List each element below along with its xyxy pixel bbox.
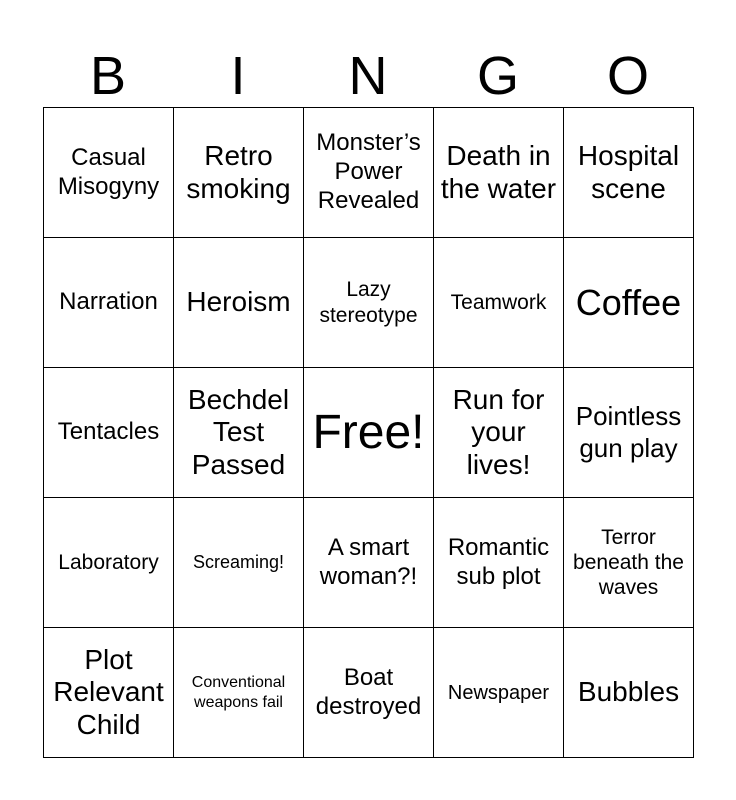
- cell-text: Bubbles: [577, 676, 680, 708]
- bingo-cell[interactable]: [174, 498, 304, 628]
- bingo-cell[interactable]: [44, 108, 174, 238]
- cell-text: Narration: [59, 288, 158, 316]
- cell-text: Teamwork: [450, 290, 547, 314]
- bingo-cell[interactable]: [174, 628, 304, 758]
- bingo-cell[interactable]: [434, 368, 564, 498]
- cell-text: Conventional weapons fail: [191, 674, 286, 711]
- cell-text: Death in the water: [440, 140, 557, 204]
- cell-text: Coffee: [575, 281, 682, 323]
- bingo-cell[interactable]: [304, 628, 434, 758]
- cell-text: Monster’s Power Revealed: [316, 129, 421, 214]
- cell-text: Screaming!: [192, 551, 285, 572]
- cell-text: Bechdel Test Passed: [187, 384, 290, 480]
- bingo-cell[interactable]: [44, 238, 174, 368]
- cell-text: Plot Relevant Child: [53, 644, 164, 740]
- cell-text: Pointless gun play: [575, 401, 682, 463]
- header-letter-g: G: [476, 46, 519, 106]
- cell-text: A smart woman?!: [319, 533, 418, 590]
- bingo-cell[interactable]: [174, 108, 304, 238]
- bingo-cell[interactable]: [44, 628, 174, 758]
- bingo-cell[interactable]: [304, 238, 434, 368]
- cell-text: Romantic sub plot: [447, 533, 550, 590]
- bingo-cell[interactable]: [564, 498, 694, 628]
- bingo-cell[interactable]: [174, 368, 304, 498]
- bingo-cell[interactable]: [44, 368, 174, 498]
- bingo-cell[interactable]: [434, 628, 564, 758]
- bingo-cell[interactable]: [434, 498, 564, 628]
- header-letter-i: I: [230, 46, 246, 106]
- header-letter-n: N: [348, 46, 388, 106]
- cell-text: Hospital scene: [577, 140, 680, 204]
- bingo-cell[interactable]: [174, 238, 304, 368]
- cell-text: Terror beneath the waves: [573, 525, 684, 600]
- header-letter-b: B: [89, 46, 127, 106]
- cell-text: Retro smoking: [186, 140, 291, 204]
- bingo-cell[interactable]: [434, 108, 564, 238]
- cell-text: Run for your lives!: [452, 384, 545, 480]
- header-letter-o: O: [606, 46, 649, 106]
- bingo-cell[interactable]: [564, 108, 694, 238]
- bingo-cell[interactable]: [44, 498, 174, 628]
- cell-text: Boat destroyed: [315, 663, 422, 720]
- cell-text: Newspaper: [447, 681, 550, 704]
- bingo-cell[interactable]: [564, 238, 694, 368]
- cell-text: Free!: [312, 405, 425, 459]
- bingo-header: [43, 40, 693, 108]
- cell-text: Heroism: [186, 286, 291, 318]
- cell-text: Casual Misogyny: [57, 143, 160, 200]
- bingo-cell-free[interactable]: [304, 368, 434, 498]
- bingo-cell[interactable]: [564, 628, 694, 758]
- bingo-cell[interactable]: [434, 238, 564, 368]
- cell-text: Lazy stereotype: [319, 278, 418, 327]
- cell-text: Tentacles: [57, 418, 160, 446]
- bingo-cell[interactable]: [304, 498, 434, 628]
- bingo-board: [43, 107, 694, 758]
- cell-text: Laboratory: [58, 550, 159, 574]
- bingo-cell[interactable]: [564, 368, 694, 498]
- bingo-cell[interactable]: [304, 108, 434, 238]
